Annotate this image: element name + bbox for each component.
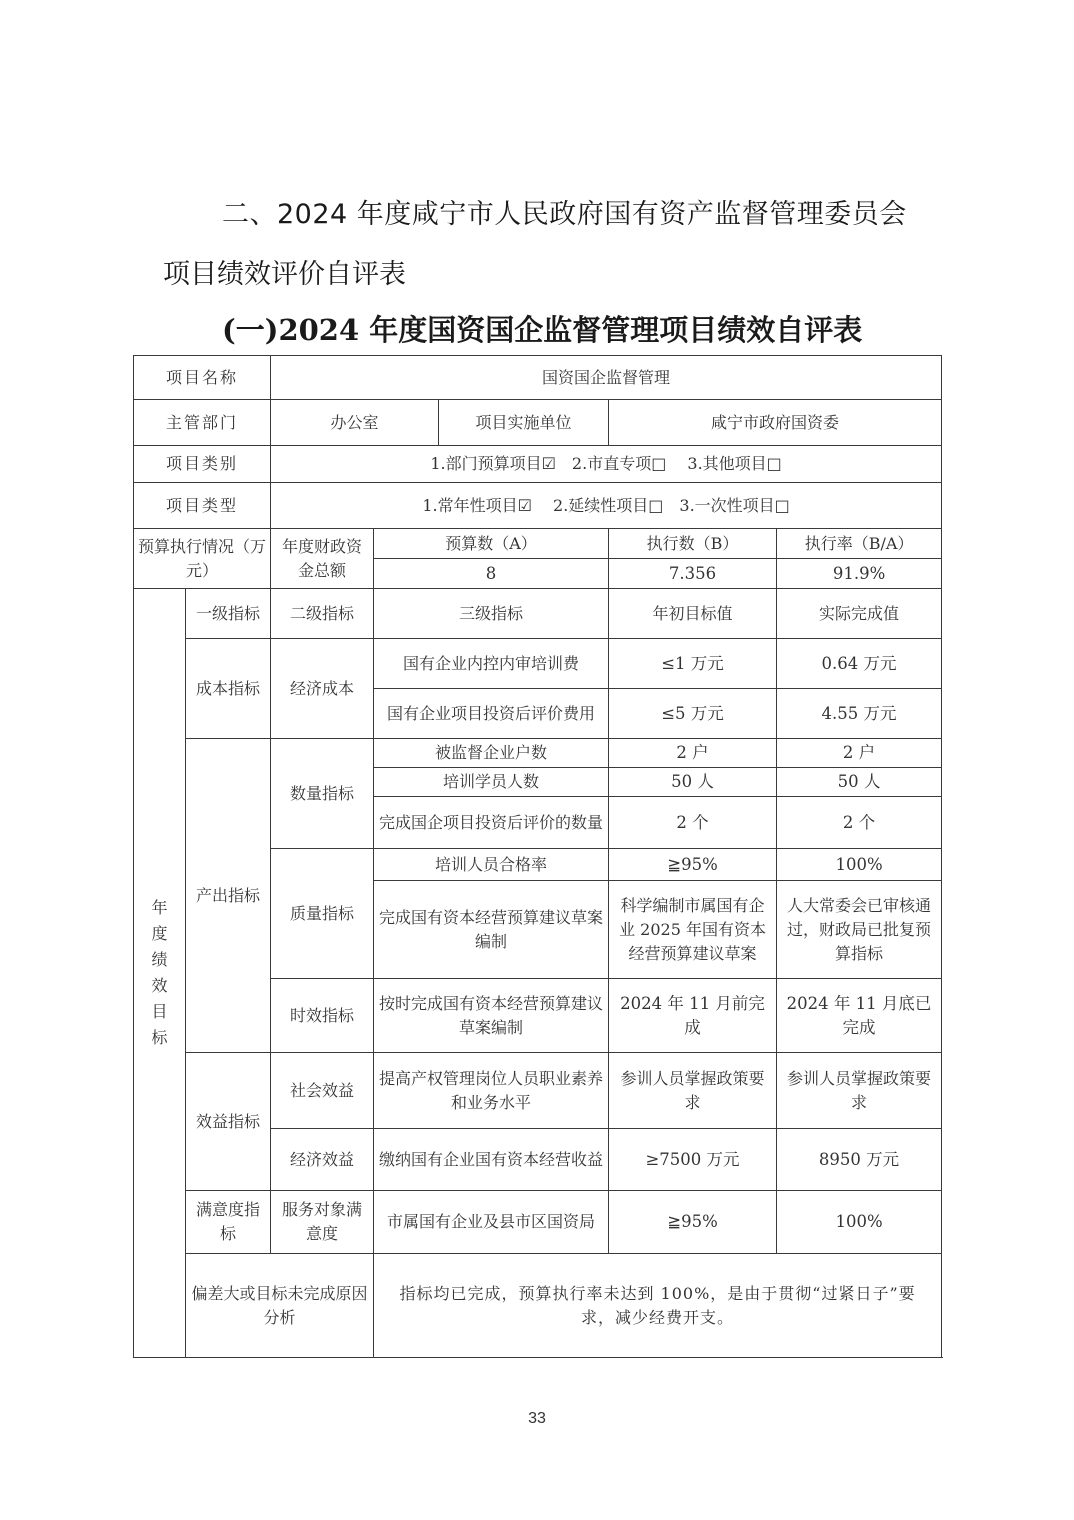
analysis-label: 偏差大或目标未完成原因分析: [186, 1254, 374, 1358]
level2-cell: 经济效益: [271, 1129, 374, 1191]
level3-cell: 培训人员合格率: [374, 849, 609, 881]
section-heading: 二、2024 年度咸宁市人民政府国有资产监督管理委员会: [222, 199, 907, 230]
level3-cell: 被监督企业户数: [374, 739, 609, 768]
level3-cell: 完成国有资本经营预算建议草案编制: [374, 881, 609, 979]
table-row: [134, 529, 942, 559]
category-label: 项目类别: [134, 446, 271, 483]
group-cost: 成本指标: [186, 639, 271, 739]
actual-cell: 2 户: [777, 739, 942, 768]
header-actual: 实际完成值: [777, 589, 942, 639]
analysis-text: 指标均已完成，预算执行率未达到 100%，是由于贯彻“过紧日子”要求，减少经费开支。: [374, 1254, 942, 1358]
level3-cell: 国有企业内控内审培训费: [374, 639, 609, 689]
impl-unit-value: 咸宁市政府国资委: [609, 400, 942, 446]
table-row: [134, 639, 942, 689]
group-benefit: 效益指标: [186, 1053, 271, 1191]
level2-cell: 经济成本: [271, 639, 374, 739]
level3-cell: 国有企业项目投资后评价费用: [374, 689, 609, 739]
level2-cell: 数量指标: [271, 739, 374, 849]
dept-label: 主管部门: [134, 400, 271, 446]
header-level2: 二级指标: [271, 589, 374, 639]
goals-label: [134, 589, 186, 1358]
target-cell: ≥7500 万元: [609, 1129, 777, 1191]
table-row: [134, 483, 942, 529]
target-cell: 2024 年 11 月前完成: [609, 979, 777, 1053]
budget-header: 预算数（A）: [374, 529, 609, 559]
level3-cell: 完成国企项目投资后评价的数量: [374, 797, 609, 849]
rate-value: 91.9%: [777, 559, 942, 589]
actual-cell: 100%: [777, 1191, 942, 1254]
actual-cell: 2024 年 11 月底已完成: [777, 979, 942, 1053]
project-name-value: 国资国企监督管理: [271, 356, 942, 400]
actual-cell: 4.55 万元: [777, 689, 942, 739]
actual-cell: 8950 万元: [777, 1129, 942, 1191]
level2-cell: 社会效益: [271, 1053, 374, 1129]
level2-cell: 质量指标: [271, 849, 374, 979]
target-cell: 2 户: [609, 739, 777, 768]
section-heading-continued: 项目绩效评价自评表: [163, 259, 406, 290]
target-cell: ≧95%: [609, 1191, 777, 1254]
budget-value: 8: [374, 559, 609, 589]
actual-cell: 0.64 万元: [777, 639, 942, 689]
actual-cell: 2 个: [777, 797, 942, 849]
target-cell: 参训人员掌握政策要求: [609, 1053, 777, 1129]
level2-cell: 服务对象满意度: [271, 1191, 374, 1254]
level3-cell: 按时完成国有资本经营预算建议草案编制: [374, 979, 609, 1053]
table-row: [134, 1191, 942, 1254]
target-cell: 科学编制市属国有企业 2025 年国有资本经营预算建议草案: [609, 881, 777, 979]
target-cell: 50 人: [609, 768, 777, 797]
table-row: [134, 1053, 942, 1129]
group-output: 产出指标: [186, 739, 271, 1053]
page-number: 33: [528, 1410, 546, 1427]
type-options: 1.常年性项目☑ 2.延续性项目□ 3.一次性项目□: [271, 483, 942, 529]
impl-unit-label: 项目实施单位: [439, 400, 609, 446]
table-row: [134, 400, 942, 446]
table-row: [134, 356, 942, 400]
funds-label: 年度财政资金总额: [271, 529, 374, 589]
type-label: 项目类型: [134, 483, 271, 529]
header-level3: 三级指标: [374, 589, 609, 639]
table-row: [134, 739, 942, 768]
table-row: [134, 446, 942, 483]
target-cell: 2 个: [609, 797, 777, 849]
level2-cell: 时效指标: [271, 979, 374, 1053]
target-cell: ≤5 万元: [609, 689, 777, 739]
project-name-label: 项目名称: [134, 356, 271, 400]
target-cell: ≧95%: [609, 849, 777, 881]
dept-value: 办公室: [271, 400, 439, 446]
goals-label-text: 年度绩效目标: [151, 898, 168, 1047]
budget-label: 预算执行情况（万元）: [134, 529, 271, 589]
group-satisfaction: 满意度指 标: [186, 1191, 271, 1254]
table-row: [134, 1254, 942, 1358]
target-cell: ≤1 万元: [609, 639, 777, 689]
exec-header: 执行数（B）: [609, 529, 777, 559]
header-target: 年初目标值: [609, 589, 777, 639]
subsection-heading: (一)2024 年度国资国企监督管理项目绩效自评表: [222, 313, 863, 347]
category-options: 1.部门预算项目☑ 2.市直专项□ 3.其他项目□: [271, 446, 942, 483]
level3-cell: 缴纳国有企业国有资本经营收益: [374, 1129, 609, 1191]
rate-header: 执行率（B/A）: [777, 529, 942, 559]
actual-cell: 人大常委会已审核通过，财政局已批复预算指标: [777, 881, 942, 979]
table-row: [134, 589, 942, 639]
header-level1: 一级指标: [186, 589, 271, 639]
exec-value: 7.356: [609, 559, 777, 589]
level3-cell: 市属国有企业及县市区国资局: [374, 1191, 609, 1254]
actual-cell: 50 人: [777, 768, 942, 797]
performance-evaluation-table: [133, 355, 942, 1358]
actual-cell: 参训人员掌握政策要求: [777, 1053, 942, 1129]
level3-cell: 培训学员人数: [374, 768, 609, 797]
actual-cell: 100%: [777, 849, 942, 881]
level3-cell: 提高产权管理岗位人员职业素养和业务水平: [374, 1053, 609, 1129]
